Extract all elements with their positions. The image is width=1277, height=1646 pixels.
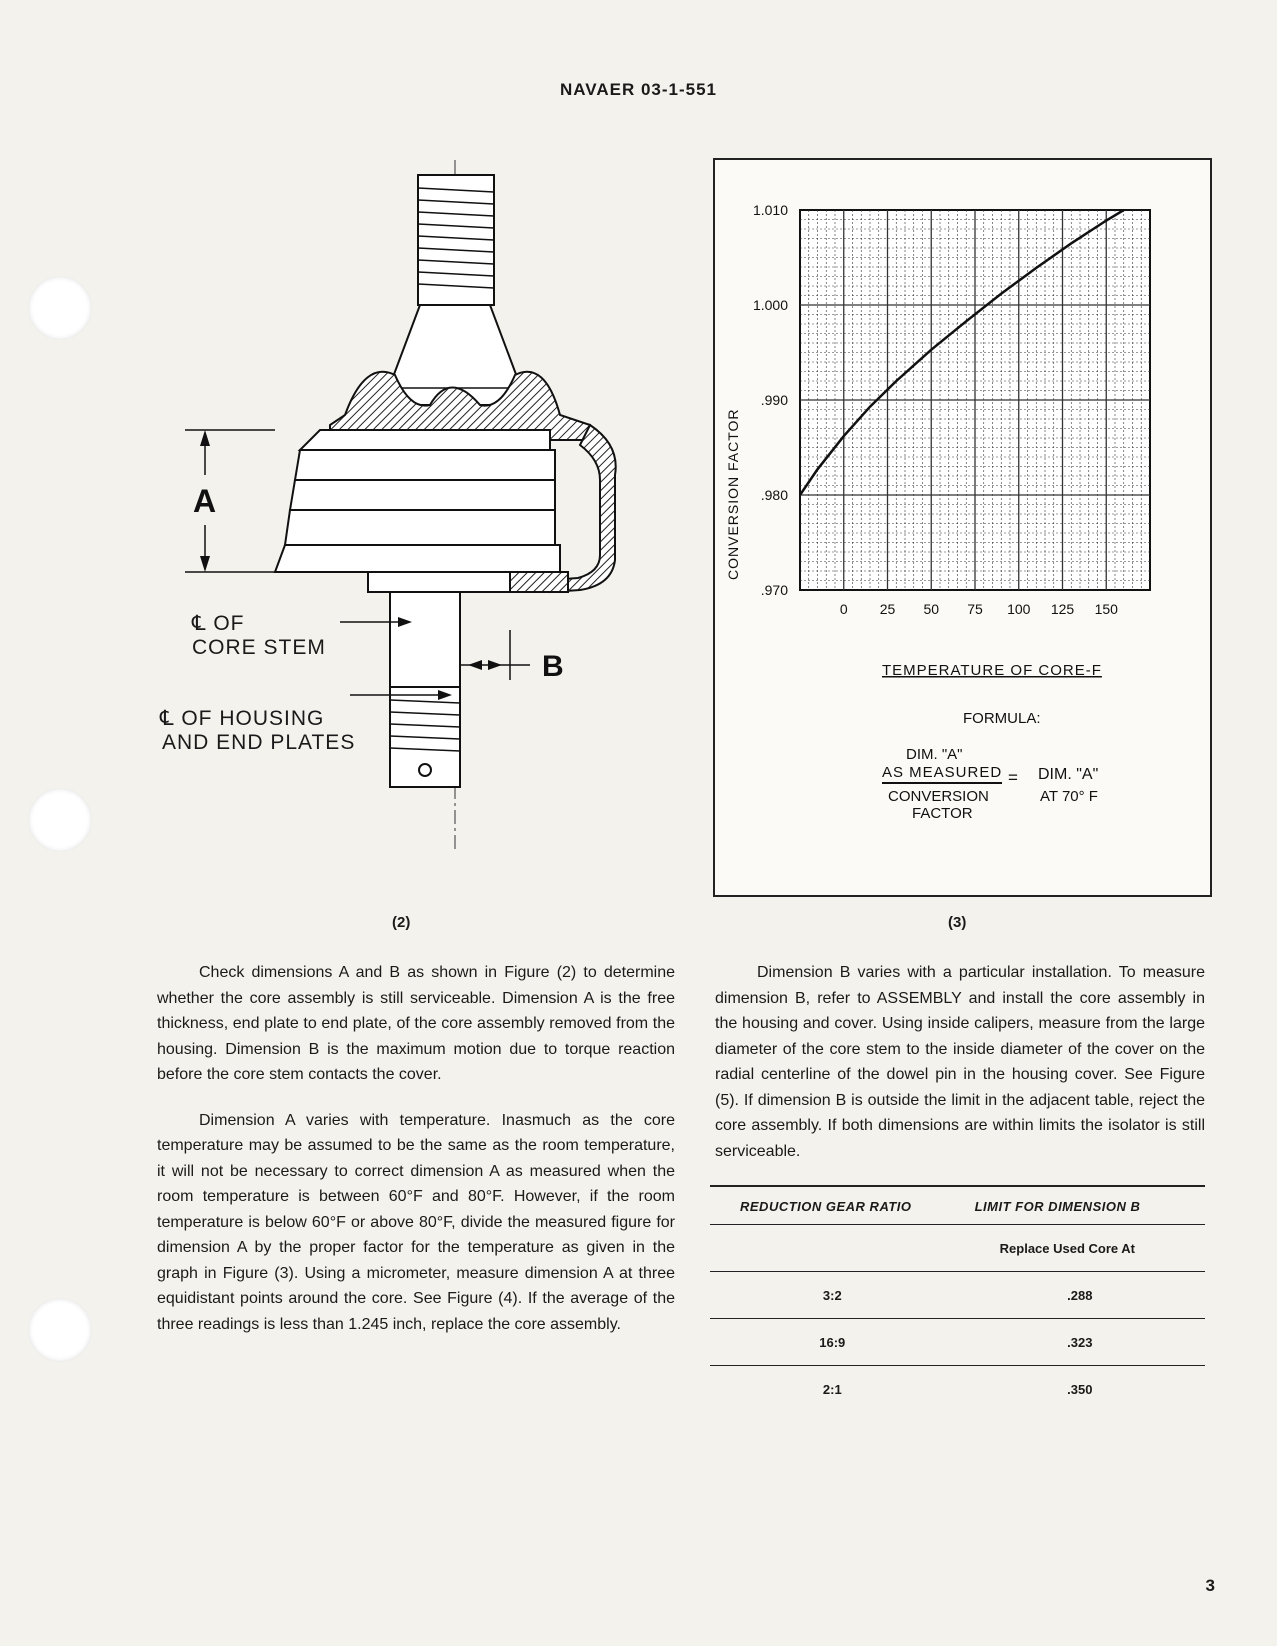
x-tick-label: 100 xyxy=(1007,601,1031,617)
y-tick-label: .980 xyxy=(760,487,788,503)
figure-2-label: (2) xyxy=(392,914,411,931)
formula-rhs-1: DIM. "A" xyxy=(1038,766,1099,783)
formula-numerator-2: AS MEASURED xyxy=(882,764,1002,784)
ratio-cell: 2:1 xyxy=(822,1381,842,1397)
lower-stem xyxy=(390,592,460,687)
limit-cell: .350 xyxy=(1067,1381,1093,1397)
y-tick-label: 1.000 xyxy=(752,297,788,313)
x-tick-label: 25 xyxy=(879,601,896,617)
subheader-replace-at: Replace Used Core At xyxy=(955,1225,1205,1272)
y-tick-label: .990 xyxy=(760,392,788,408)
binder-hole-middle xyxy=(28,788,92,852)
y-tick-label: 1.010 xyxy=(752,202,788,218)
formula-denominator-2: FACTOR xyxy=(912,805,973,822)
formula-denominator-1: CONVERSION xyxy=(888,788,989,805)
binder-hole-top xyxy=(28,276,92,340)
x-tick-label: 50 xyxy=(923,601,940,617)
figure-3-label: (3) xyxy=(948,914,967,931)
paragraph-dimension-a: Dimension A varies with temperature. Inasmuch as the core temperature may be assumed to be the same as the room temperature, it will not be necessary to correct dimension A as measured when the room temperature is between 60°F and 80°F. However, if the room temperature is below 60°F or above 80°F, divide the measured figure for dimension A by the proper factor for the temperature as given in the graph in Figure (3). Using a micrometer, measure dimension A at three equidistant points around the core. See Figure (4). If the average of the three readings is less than 1.245 inch, replace the core assembly. xyxy=(157,1111,675,1333)
table-row xyxy=(710,1319,1205,1366)
dimension-a-label: A xyxy=(193,483,217,519)
col-header-ratio: REDUCTION GEAR RATIO xyxy=(710,1186,955,1225)
left-column-text xyxy=(157,960,675,1357)
cl-core-stem-label: ℄ OF CORE STEM xyxy=(192,612,326,659)
limit-cell: .288 xyxy=(955,1272,1205,1319)
y-axis-label: CONVERSION FACTOR xyxy=(725,408,741,580)
core-body xyxy=(275,430,560,572)
right-column-text xyxy=(715,960,1205,1184)
limit-cell: .323 xyxy=(955,1319,1205,1366)
paragraph-dimension-b: Dimension B varies with a particular installation. To measure dimension B, refer to ASSEMBLY and install the core assembly in the housing and cover. Using inside calipers, measure from the large diameter of the core stem to the inside diameter of the cover on the radial centerline of the dowel pin in the housing cover. See Figure (5). If dimension B is outside the limit in the adjacent table, reject the core assembly. If both dimensions are within limits the isolator is still serviceable. xyxy=(715,964,1205,1160)
ratio-cell: 3:2 xyxy=(710,1272,955,1319)
y-tick-label: .970 xyxy=(760,582,788,598)
table-row xyxy=(710,1272,1205,1319)
x-axis-label: TEMPERATURE OF CORE-F xyxy=(882,662,1102,679)
paragraph-dimensions-check: Check dimensions A and B as shown in Figure (2) to determine whether the core assembly is still serviceable. Dimension A is the free thickness, end plate to end plate, of the core assembly removed from the housing. Dimension B is the maximum motion due to torque reaction before the core stem contacts the cover. xyxy=(157,964,675,1083)
ratio-cell: 16:9 xyxy=(710,1319,955,1366)
conversion-factor-chart xyxy=(715,160,1208,700)
dimension-b-limits-table xyxy=(710,1185,1205,1412)
page-number: 3 xyxy=(1205,1576,1215,1595)
cl-housing-label: ℄ OF HOUSING AND END PLATES xyxy=(160,707,356,754)
formula-title: FORMULA: xyxy=(963,710,1041,727)
table-row xyxy=(710,1366,1205,1413)
chart-grid xyxy=(800,210,1150,590)
dimension-b-label: B xyxy=(542,650,564,683)
formula-numerator-1: DIM. "A" xyxy=(906,746,963,763)
x-tick-labels xyxy=(840,601,1118,617)
y-tick-labels xyxy=(753,202,788,598)
formula-rhs-2: AT 70° F xyxy=(1040,788,1098,805)
col-header-limit: LIMIT FOR DIMENSION B xyxy=(955,1186,1205,1225)
cotter-pin-hole xyxy=(419,764,431,776)
x-tick-label: 125 xyxy=(1050,601,1075,617)
formula-equals: = xyxy=(1008,768,1018,787)
binder-hole-bottom xyxy=(28,1298,92,1362)
document-header: NAVAER 03-1-551 xyxy=(559,80,718,99)
x-tick-label: 150 xyxy=(1094,601,1118,617)
x-tick-label: 75 xyxy=(967,601,983,617)
x-tick-label: 0 xyxy=(839,601,848,617)
